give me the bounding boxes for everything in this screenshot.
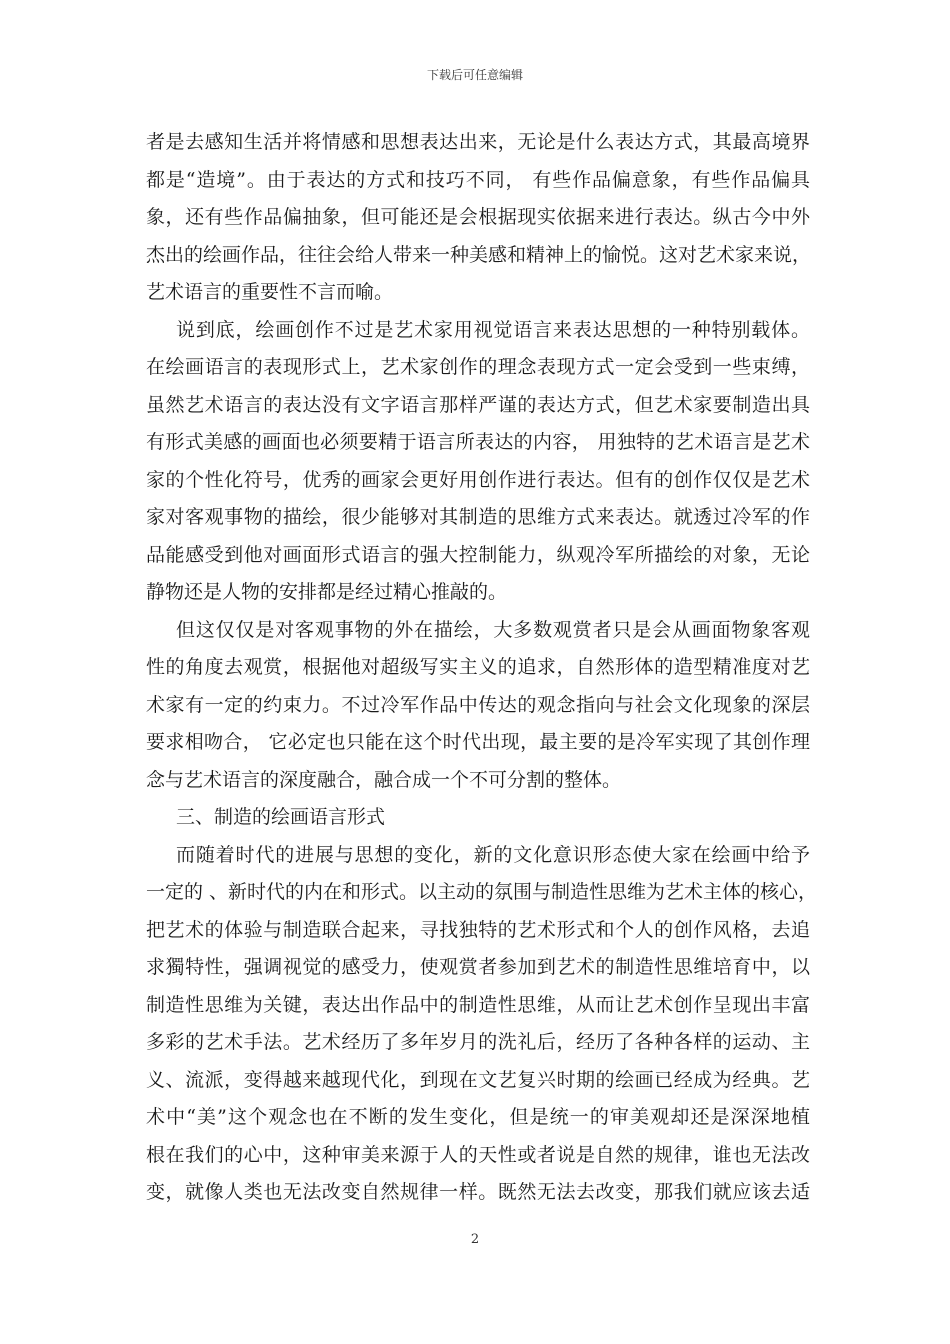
text-line: 家对客观事物的描绘，很少能够对其制造的思维方式来表达。就透过冷军的作	[146, 506, 810, 528]
text-line: 都是“造境”。由于表达的方式和技巧不同， 有些作品偏意象，有些作品偏具	[146, 168, 810, 191]
text-line: 把艺术的体验与制造联合起来，寻找独特的艺术形式和个人的创作风格，去追	[146, 918, 810, 941]
text-line: 义、流派，变得越来越现代化，到现在文艺复兴时期的绘画已经成为经典。艺	[146, 1068, 810, 1091]
text-line: 家的个性化符号，优秀的画家会更好用创作进行表达。但有的创作仅仅是艺术	[146, 468, 810, 491]
text-line: 根在我们的心中，这种审美来源于人的天性或者说是自然的规律，谁也无法改	[146, 1143, 810, 1166]
text-line: 虽然艺术语言的表达没有文字语言那样严谨的表达方式，但艺术家要制造出具	[146, 393, 810, 416]
text-line: 多彩的艺术手法。艺术经历了多年岁月的洗礼后，经历了各种各样的运动、主	[146, 1031, 810, 1053]
text-line: 制造性思维为关键，表达出作品中的制造性思维，从而让艺术创作呈现出丰富	[146, 993, 810, 1016]
text-line: 有形式美感的画面也必须要精于语言所表达的内容， 用独特的艺术语言是艺术	[146, 431, 810, 453]
page-header: 下载后可任意编辑	[426, 68, 523, 82]
text-line: 象，还有些作品偏抽象，但可能还是会根据现实依据来进行表达。纵古今中外	[146, 206, 810, 228]
text-line: 求獨特性，强调视觉的感受力，使观赏者参加到艺术的制造性思维培育中，以	[146, 956, 810, 978]
text-line: 在绘画语言的表现形式上，艺术家创作的理念表现方式一定会受到一些束缚，	[146, 356, 810, 378]
text-line: 者是去感知生活并将情感和思想表达出来，无论是什么表达方式，其最高境界	[146, 131, 810, 153]
section-heading: 三、制造的绘画语言形式	[176, 806, 386, 828]
text-line: 变，就像人类也无法改变自然规律一样。既然无法去改变，那我们就应该去适	[146, 1181, 810, 1203]
text-line: 术中“美”这个观念也在不断的发生变化，但是统一的审美观却还是深深地植	[146, 1106, 810, 1128]
text-line: 念与艺术语言的深度融合，融合成一个不可分割的整体。	[146, 768, 622, 791]
text-line: 杰出的绘画作品，往往会给人带来一种美感和精神上的愉悦。这对艺术家来说，	[146, 243, 812, 266]
text-line: 品能感受到他对画面形式语言的强大控制能力，纵观冷军所描绘的对象，无论	[146, 543, 810, 566]
text-line: 要求相吻合， 它必定也只能在这个时代出现，最主要的是冷军实现了其创作理	[146, 731, 810, 753]
text-line: 性的角度去观赏，根据他对超级写实主义的追求，自然形体的造型精准度对艺	[146, 656, 810, 678]
text-line: 术家有一定的约束力。不过冷军作品中传达的观念指向与社会文化现象的深层	[146, 693, 810, 716]
page-number: 2	[470, 1232, 480, 1247]
document-body	[146, 124, 818, 1212]
text-line: 一定的 、新时代的内在和形式。以主动的氛围与制造性思维为艺术主体的核心，	[146, 881, 818, 903]
text-line: 静物还是人物的安排都是经过精心推敲的。	[146, 581, 508, 603]
text-line: 但这仅仅是对客观事物的外在描绘，大多数观赏者只是会从画面物象客观	[176, 618, 810, 641]
text-line: 而随着时代的进展与思想的变化，新的文化意识形态使大家在绘画中给予	[176, 843, 810, 866]
text-line: 艺术语言的重要性不言而喻。	[146, 281, 394, 303]
text-line: 说到底，绘画创作不过是艺术家用视觉语言来表达思想的一种特别载体。	[176, 318, 810, 341]
